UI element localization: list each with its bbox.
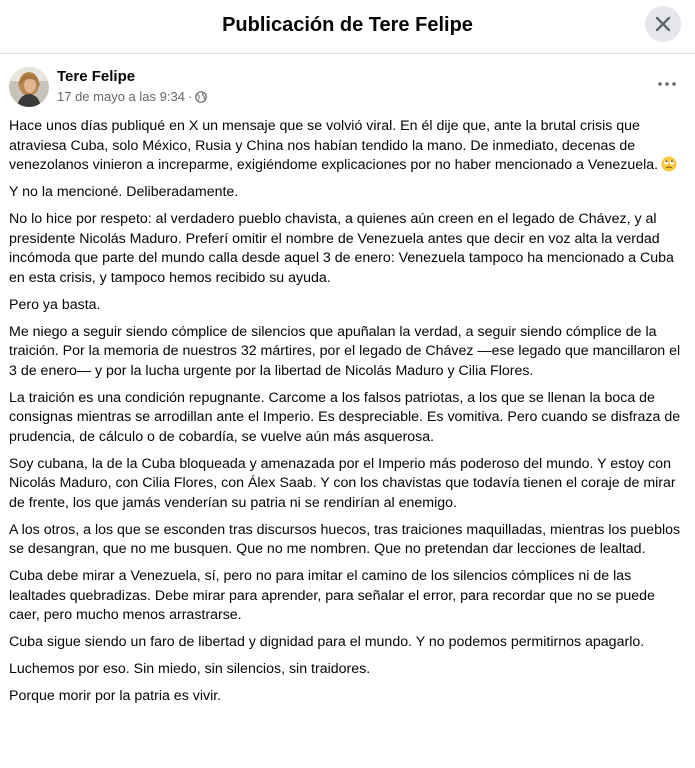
post-timestamp[interactable]: 17 de mayo a las 9:34 [57,89,185,104]
post-text [9,117,689,714]
post-paragraph: Cuba debe mirar a Venezuela, sí, pero no para imitar el camino de los silencios cómplices ni de las lealtades quebradizas. Debe mirar para aprender, para señalar el error, para recordar que no se puede caer, pero mucho menos arrastrarse. [9,568,655,623]
modal-title: Publicación de Tere Felipe [222,14,473,36]
meta-separator: · [187,89,193,104]
post-paragraph: Soy cubana, la de la Cuba bloqueada y amenazada por el Imperio más poderoso del mundo. Y estoy con Nicolás Maduro, con Cilia Flores, con Álex Saab. Y con los chavistas que todavía tienen el coraje de mirar de frente, los que jamás venderían su patria ni se rendirían al enemigo. [9,455,676,511]
post-paragraph: A los otros, a los que se esconden tras discursos huecos, tras traiciones maquilladas, mientras los pueblos se desangran, que no me busquen. Que no me nombren. Que no pretendan dar lecciones de lealtad. [9,521,681,557]
post-paragraph: La traición es una condición repugnante. Carcome a los falsos patriotas, a los que se llenan la boca de consignas mientras se arrodillan ante el Imperio. Es despreciable. Es vomitiva. Pero cuando se disfraza de prudencia, de cálculo o de cobardía, se vuelve aún más asquerosa. [9,389,681,445]
avatar[interactable] [9,67,49,107]
post-paragraph: Me niego a seguir siendo cómplice de silencios que apuñalan la verdad, a seguir siendo cómplice de la traición. Por la memoria de nuestros 32 mártires, por el legado de Chávez —ese legado que mancillaron el 3 de enero— y por la lucha urgente por la libertad de Nicolás Maduro y Cilia Flores. [9,323,681,379]
eye-roll-emoji-icon [661,156,677,172]
post-paragraph: Pero ya basta. [9,296,101,313]
post-paragraph: Cuba sigue siendo un faro de libertad y dignidad para el mundo. Y no podemos permitirnos apagarlo. [9,634,645,650]
close-icon [655,16,671,32]
close-button[interactable] [645,6,681,42]
post-paragraph: Hace unos días publiqué en X un mensaje que se volvió viral. En él dije que, ante la brutal crisis que atraviesa Cuba, solo México, Rusia y China nos habían tendido la mano. De inmediato, decenas de venezolanos vinieron a increparme, exigiéndome explicaciones por no haber mencionado a Venezuela. [9,117,689,176]
post-header [0,54,695,116]
author-name[interactable]: Tere Felipe [57,68,136,85]
globe-icon[interactable] [195,91,207,103]
post-paragraph: No lo hice por respeto: al verdadero pueblo chavista, a quienes aún creen en el legado de Chávez, y al presidente Nicolás Maduro. Preferí omitir el nombre de Venezuela antes que decir en voz alta la verdad incómoda que parte del mundo calla desde aquel 3 de enero: Venezuela tampoco ha mencionado a Cuba en esta crisis, y tampoco hemos recibido su ayuda. [9,211,674,286]
post-paragraph: Porque morir por la patria es vivir. [9,688,222,704]
more-horizontal-icon [658,82,676,86]
post-paragraph: Luchemos por eso. Sin miedo, sin silencios, sin traidores. [9,661,371,677]
post-paragraph: Y no la mencioné. Deliberadamente. [9,184,239,200]
modal-header [0,0,695,54]
more-options-button[interactable] [657,72,677,96]
post-meta [57,89,207,105]
